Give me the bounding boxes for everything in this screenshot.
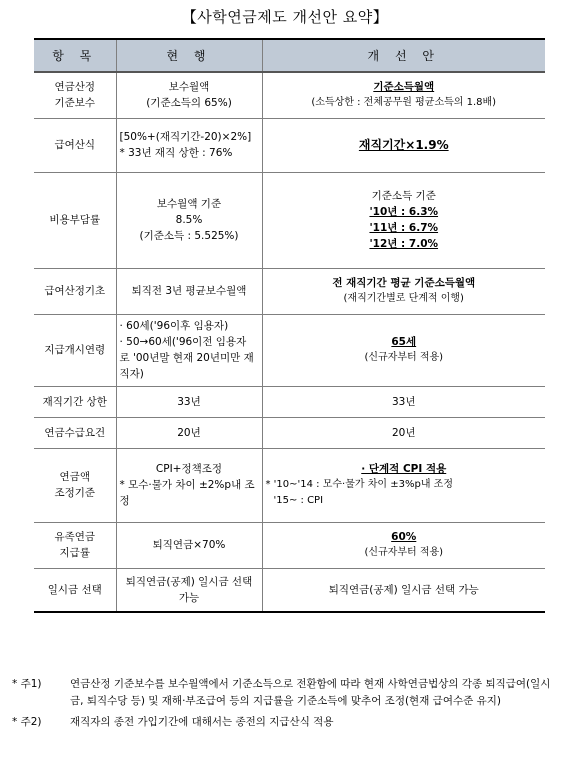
- row-item: 비용부담률: [34, 172, 116, 268]
- footnote-2: [12, 714, 560, 731]
- row-improved: 60% (신규자부터 적용): [262, 522, 545, 568]
- row-current: · 60세('96이후 임용자) · 50→60세('96이전 임용자 로 '00년말 현재 20년미만 재직자): [116, 314, 262, 386]
- table-row: [34, 268, 545, 314]
- row-current: 퇴직연금(공제) 일시금 선택 가능: [116, 568, 262, 612]
- row-improved: · 단계적 CPI 적용 * '10~'14 : 모수·물가 차이 ±3%p내 조정 '15~ : CPI: [262, 448, 545, 522]
- row-current: CPI+정책조정 * 모수·물가 차이 ±2%p내 조정: [116, 448, 262, 522]
- table-row: [34, 172, 545, 268]
- row-item: 연금수급요건: [34, 417, 116, 448]
- row-item: 지급개시연령: [34, 314, 116, 386]
- row-item: 일시금 선택: [34, 568, 116, 612]
- row-improved: 전 재직기간 평균 기준소득월액 (재직기간별로 단계적 이행): [262, 268, 545, 314]
- table-row: [34, 118, 545, 172]
- row-current: 보수월액 기준 8.5% (기준소득 : 5.525%): [116, 172, 262, 268]
- row-improved: 기준소득 기준 '10년 : 6.3% '11년 : 6.7% '12년 : 7.0%: [262, 172, 545, 268]
- row-item: 연금산정 기준보수: [34, 72, 116, 118]
- row-improved: 재직기간×1.9%: [262, 118, 545, 172]
- table-row: [34, 386, 545, 417]
- row-current: [50%+(재직기간-20)×2%] * 33년 재직 상한 : 76%: [116, 118, 262, 172]
- row-item: 급여산식: [34, 118, 116, 172]
- row-improved: 기준소득월액 (소득상한 : 전체공무원 평균소득의 1.8배): [262, 72, 545, 118]
- footnote-1: [12, 676, 560, 710]
- table-row: [34, 417, 545, 448]
- header-current: 현 행: [116, 39, 262, 72]
- footnote-text: 재직자의 종전 가입기간에 대해서는 종전의 지급산식 적용: [70, 716, 334, 728]
- row-improved: 퇴직연금(공제) 일시금 선택 가능: [262, 568, 545, 612]
- table-row: [34, 314, 545, 386]
- summary-table: [34, 38, 545, 613]
- row-improved: 20년: [262, 417, 545, 448]
- document-title: 【사학연금제도 개선안 요약】: [181, 8, 389, 26]
- table-row: [34, 448, 545, 522]
- table-row: [34, 522, 545, 568]
- header-improved: 개 선 안: [262, 39, 545, 72]
- row-current: 퇴직전 3년 평균보수월액: [116, 268, 262, 314]
- row-improved: 65세 (신규자부터 적용): [262, 314, 545, 386]
- footnotes: [12, 676, 560, 731]
- row-current: 33년: [116, 386, 262, 417]
- row-current: 퇴직연금×70%: [116, 522, 262, 568]
- footnote-text: 연금산정 기준보수를 보수월액에서 기준소득으로 전환함에 따라 현재 사학연금법상의 각종 퇴직급여(일시금, 퇴직수당 등) 및 재해·부조급여 등의 지급률을 기준소득에 맞추어 조정(현재 급여수준 유지): [70, 678, 551, 707]
- table-row: [34, 72, 545, 118]
- row-current: 보수월액 (기준소득의 65%): [116, 72, 262, 118]
- row-improved: 33년: [262, 386, 545, 417]
- row-item: 유족연금 지급률: [34, 522, 116, 568]
- footnote-mark: * 주1): [12, 678, 42, 690]
- footnote-mark: * 주2): [12, 716, 42, 728]
- table-row: [34, 568, 545, 612]
- header-item: 항 목: [34, 39, 116, 72]
- row-item: 재직기간 상한: [34, 386, 116, 417]
- row-item: 급여산정기초: [34, 268, 116, 314]
- row-item: 연금액 조정기준: [34, 448, 116, 522]
- table-header-row: [34, 39, 545, 72]
- row-current: 20년: [116, 417, 262, 448]
